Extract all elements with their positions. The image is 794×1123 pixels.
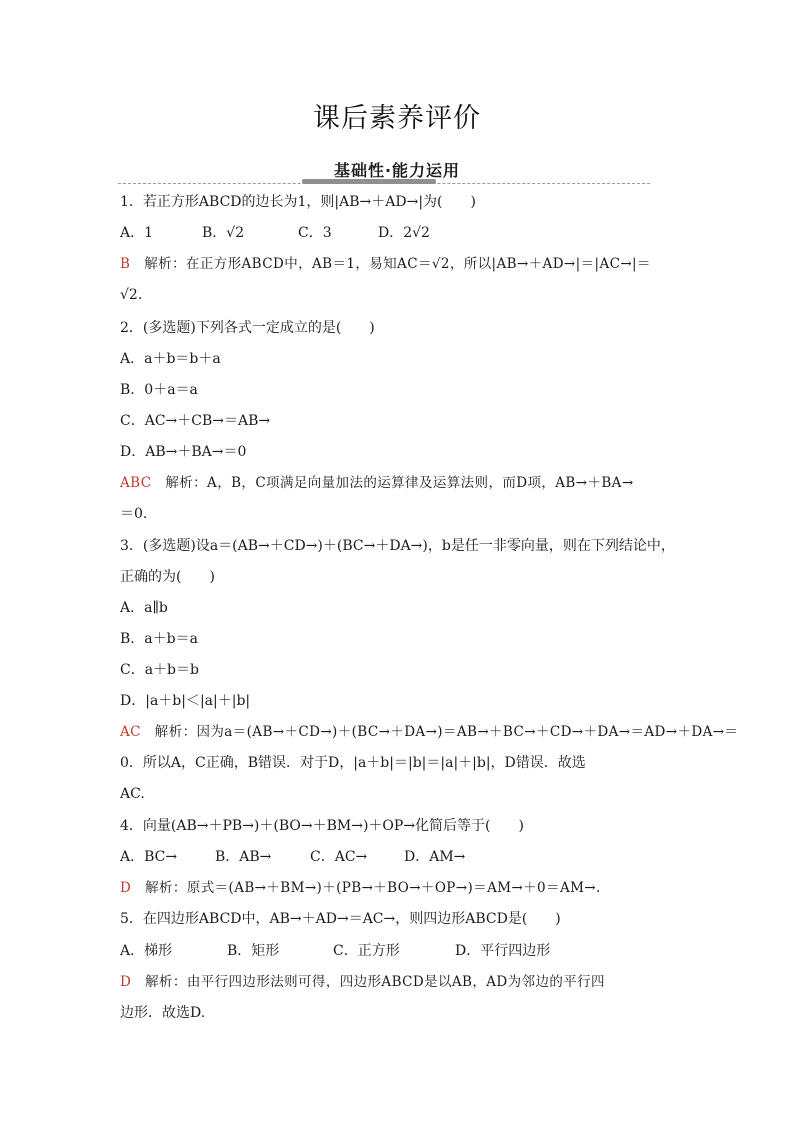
text-line xyxy=(120,598,168,618)
text-line xyxy=(120,660,199,680)
line-text: B．a＋b＝a xyxy=(120,631,198,647)
option-item: D．2√2 xyxy=(378,225,430,241)
text-line xyxy=(120,784,145,804)
text-line xyxy=(120,318,375,338)
text-line xyxy=(120,753,586,773)
text-line xyxy=(120,691,250,711)
text-line xyxy=(120,1003,205,1023)
text-line xyxy=(120,411,270,431)
answer-key: D xyxy=(120,880,132,896)
answer-key: ABC xyxy=(120,475,152,491)
option-item: B．√2 xyxy=(202,225,245,241)
option-item: C．正方形 xyxy=(333,943,400,959)
text-line xyxy=(120,442,246,462)
text-line xyxy=(120,285,142,305)
text-line xyxy=(120,380,198,400)
section-title: 基础性·能力运用 xyxy=(333,161,461,180)
line-text: 解析：在正方形ABCD中，AB＝1，易知AC＝√2，所以|AB→＋AD→|＝|AC→|＝ xyxy=(130,256,651,272)
option-item: D．平行四边形 xyxy=(455,943,551,959)
line-text: A．a＋b＝b＋a xyxy=(120,351,221,367)
text-line xyxy=(120,192,476,212)
option-item: B．AB→ xyxy=(215,849,272,865)
line-text: C．a＋b＝b xyxy=(120,662,199,678)
line-text: ＝0. xyxy=(120,506,148,522)
explanation-line xyxy=(120,473,634,493)
text-line xyxy=(120,629,198,649)
line-text: D．|a＋b|＜|a|＋|b| xyxy=(120,693,251,709)
line-text: 解析：原式＝(AB→＋BM→)＋(PB→＋BO→＋OP→)＝AM→＋0＝AM→. xyxy=(131,880,601,896)
text-line xyxy=(120,909,561,929)
answer-key: AC xyxy=(120,724,141,740)
line-text: 4．向量(AB→＋PB→)＋(BO→＋BM→)＋OP→化简后等于( ) xyxy=(120,818,524,834)
text-line xyxy=(120,349,221,369)
explanation-line xyxy=(120,722,738,742)
line-text: 2．(多选题)下列各式一定成立的是( ) xyxy=(120,320,375,336)
explanation-line xyxy=(120,254,651,274)
answer-key: B xyxy=(120,256,131,272)
line-text: 3．(多选题)设a＝(AB→＋CD→)＋(BC→＋DA→)，b是任一非零向量，则在下列结论中， xyxy=(120,538,675,554)
line-text: 解析：A，B，C项满足向量加法的运算律及运算法则，而D项，AB→＋BA→ xyxy=(151,475,634,491)
line-text: 1．若正方形ABCD的边长为1，则|AB→＋AD→|为( ) xyxy=(120,194,476,210)
line-text: AC. xyxy=(120,786,145,802)
line-text: 0．所以A，C正确，B错误．对于D，|a＋b|＝|b|＝|a|＋|b|，D错误．故选 xyxy=(120,755,586,771)
option-item: B．矩形 xyxy=(227,943,280,959)
section-header xyxy=(0,158,794,188)
line-text: 解析：由平行四边形法则可得，四边形ABCD是以AB，AD为邻边的平行四 xyxy=(131,974,605,990)
line-text: B．0＋a＝a xyxy=(120,382,198,398)
text-line xyxy=(120,567,215,587)
option-item: D．AM→ xyxy=(404,849,466,865)
line-text: C．AC→＋CB→＝AB→ xyxy=(120,413,271,429)
answer-key: D xyxy=(120,974,132,990)
option-item: C．AC→ xyxy=(310,849,368,865)
line-text: 正确的为( ) xyxy=(120,569,215,585)
text-line xyxy=(120,536,675,556)
line-text: D．AB→＋BA→＝0 xyxy=(120,444,247,460)
option-item: A．梯形 xyxy=(120,943,173,959)
option-item: C．3 xyxy=(298,225,332,241)
explanation-line xyxy=(120,972,605,992)
page-title: 课后素养评价 xyxy=(313,103,481,134)
text-line xyxy=(120,504,147,524)
line-text: √2. xyxy=(120,287,143,303)
text-line xyxy=(120,816,524,836)
option-item: A．1 xyxy=(120,225,154,241)
line-text: 边形．故选D. xyxy=(120,1005,206,1021)
line-text: 解析：因为a＝(AB→＋CD→)＋(BC→＋DA→)＝AB→＋BC→＋CD→＋DA→＝AD→＋DA→＝ xyxy=(140,724,739,740)
option-item: A．BC→ xyxy=(120,849,178,865)
line-text: A．a∥b xyxy=(120,600,168,616)
line-text: 5．在四边形ABCD中，AB→＋AD→＝AC→，则四边形ABCD是( ) xyxy=(120,911,561,927)
explanation-line xyxy=(120,878,601,898)
